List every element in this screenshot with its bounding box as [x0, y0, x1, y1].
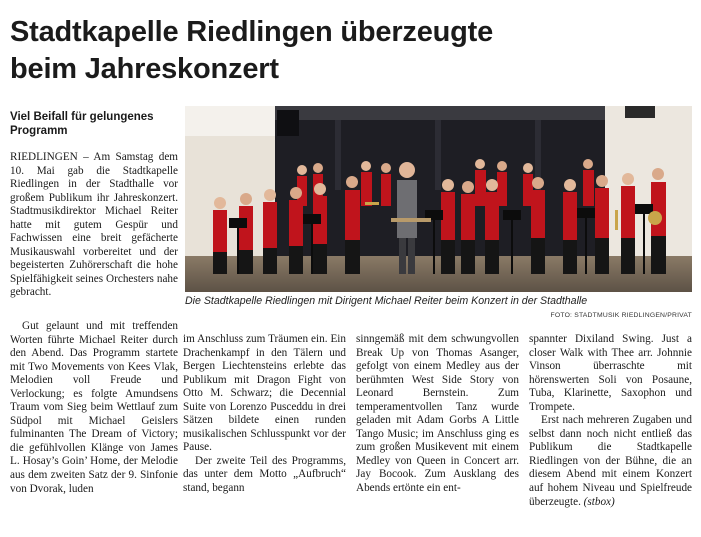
- article-paragraph-closing: [529, 414, 692, 509]
- headline-line-1: Stadtkapelle Riedlingen überzeugte: [10, 16, 494, 48]
- article-paragraph-program-part-1-cont: im Anschluss zum Träumen ein. Ein Drachenkampf in den Tälern und Bergen Liechtensteins erlebte das Publikum mit Dragon Fight von Otto M. Schwarz; die Decennial Suite von Lorenzo Pusceddu in drei Sätzen bildete einen runden musikalischen Schlusspunkt vor der Pause.: [183, 333, 346, 454]
- closing-text: Erst nach mehreren Zugaben und selbst dann noch nicht entließ das Publikum die Stadtkapelle Riedlingen von der Bühne, die an diesem Abend mit einem Konzert auf hohem Niveau und Spielfreude überzeugte.: [529, 414, 692, 508]
- article-paragraph-second-half-end: spannter Dixiland Swing. Just a closer Walk with Thee arr. Johnnie Vinson überraschte mit hörenswerten Soli von Posaune, Tuba, Klarinette, Saxophon und Trompete.: [529, 333, 692, 413]
- article-paragraph-second-half: Der zweite Teil des Programms, das unter dem Motto „Aufbruch“ stand, begann: [183, 454, 346, 495]
- article-column-1-lead: [10, 151, 178, 300]
- headline: [10, 14, 690, 88]
- article-paragraph-program-part-1: Gut gelaunt und mit treffenden Worten führte Michael Reiter durch den Abend. Das Programm startete mit Two Movements von Kees Vlak, Melodien voll Freude und Verlockung; es folgte Amundsens Traum vom Sieg beim Wettlauf zum Südpol mit Michael Geislers fulminanten The Dream of Victory; die gefühlvollen Klänge von James L. Hosay’s Goin’ Home, der Melodie aus dem zweiten Satz der 9. Sinfonie von Dvorak, luden: [10, 320, 178, 495]
- subheadline-line-2: Programm: [10, 125, 68, 137]
- subheadline: [10, 110, 180, 138]
- orchestra-photo: [185, 106, 692, 292]
- article-paragraph-lead: RIEDLINGEN – Am Samstag dem 10. Mai gab die Stadtkapelle Riedlingen in der Stadthalle vor großem Publikum ihr Jahreskonzert. Stadtmusikdirektor Michael Reiter hatte mit gutem Gespür und Fachwissen eine breit gefächerte Musikauswahl vorbereitet und der begeisterten Zuhörerschaft die hohe Spielfähigkeit seines Orchesters nahe gebracht.: [10, 151, 178, 299]
- article-column-3: [356, 333, 519, 496]
- headline-line-2: beim Jahreskonzert: [10, 53, 279, 85]
- orchestra-photo-illustration: [185, 106, 692, 292]
- author-signature: (stbox): [583, 495, 615, 508]
- subheadline-line-1: Viel Beifall für gelungenes: [10, 111, 154, 123]
- ceiling-speaker-left: [277, 110, 299, 136]
- stage-rigging: [275, 106, 605, 120]
- ceiling-speaker-right: [625, 106, 655, 118]
- photo-caption: Die Stadtkapelle Riedlingen mit Dirigent Michael Reiter beim Konzert in der Stadthalle: [185, 295, 588, 307]
- conductor-podium: [391, 218, 431, 222]
- article-column-4: [529, 333, 692, 509]
- hall-ceiling-left: [185, 106, 275, 136]
- photo-credit: FOTO: STADTMUSIK RIEDLINGEN/PRIVAT: [550, 312, 692, 319]
- article-column-2: [183, 333, 346, 496]
- stage-floor: [185, 256, 692, 292]
- article-paragraph-second-half-cont: sinngemäß mit dem schwungvollen Break Up von Thomas Asanger, gefolgt von einem Medley aus der berühmten West Side Story von Leonard Bernstein. Zum temperamentvollen Tanz wurde geladen mit Adam Gorbs A Little Tango Music; im Anschluss ging es zum großen Musikevent mit einem Medley von Queen in Concert arr. Jay Bocook. Zum Ausklang des Abends ertönte ein ent-: [356, 333, 519, 495]
- article-column-1: [10, 320, 178, 496]
